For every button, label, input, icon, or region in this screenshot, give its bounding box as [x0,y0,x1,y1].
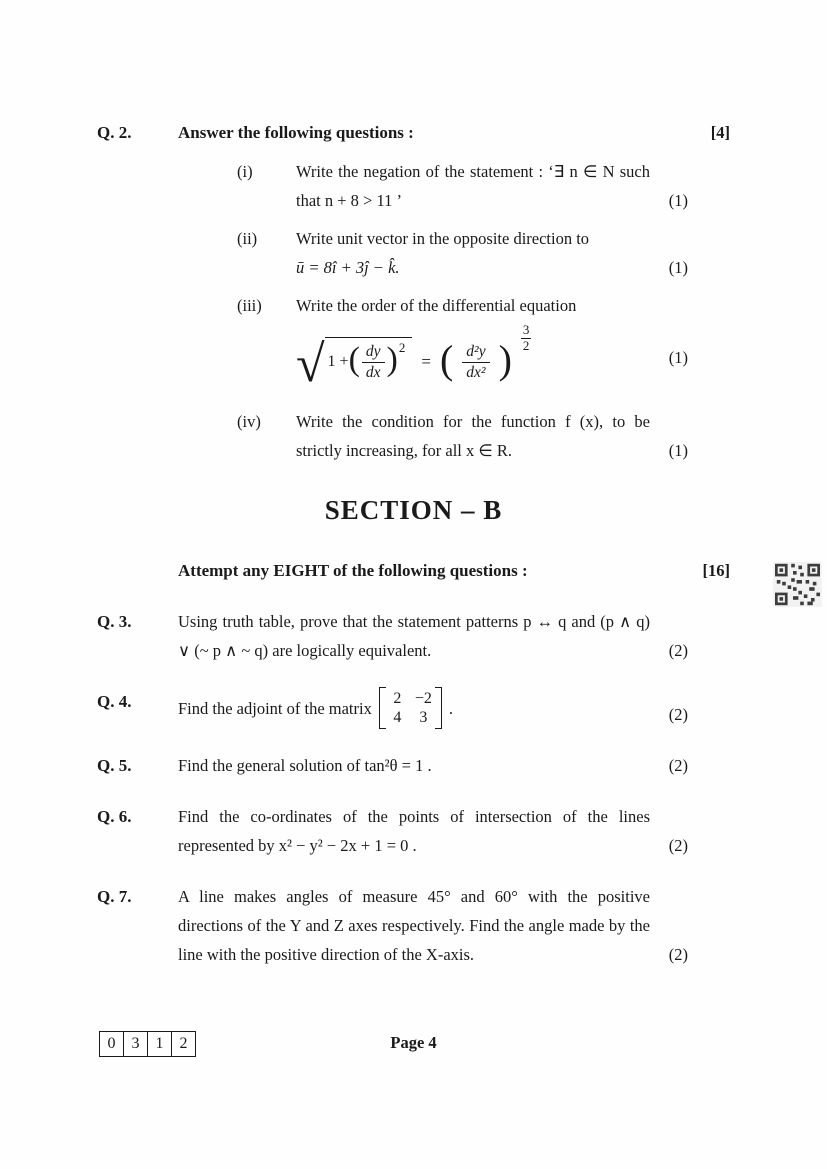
question-6-label: Q. 6. [97,807,132,826]
matrix-row [389,708,432,727]
question-6 [97,802,730,860]
question-7-label: Q. 7. [97,887,132,906]
question-6-text: Find the co-ordinates of the points of intersection of the lines represented by x² − y² − 2x + 1 = 0 . [178,807,650,855]
question-7-text: A line makes angles of measure 45° and 60° with the positive directions of the Y and Z axes respectively. Find the angle made by the line with the positive direction of the X-axis. [178,887,650,964]
question-4-text-after: . [448,698,453,718]
exponent-three-halves [521,323,532,354]
item-iii-label: (iii) [237,296,262,315]
fraction-numerator: dy [365,343,381,361]
question-2-label: Q. 2. [97,123,132,142]
item-iii-content [296,291,650,398]
question-5-marks: (2) [668,756,688,775]
question-2-item-i [237,157,730,215]
open-paren: ( [348,341,360,379]
question-4 [97,687,730,729]
attempt-marks: [16] [702,561,730,580]
attempt-instruction: Attempt any EIGHT of the following questions : [178,561,528,580]
code-digit: 2 [172,1031,196,1057]
matrix-row [389,689,432,708]
question-4-text-before: Find the adjoint of the matrix [178,698,372,718]
question-5 [97,751,730,780]
item-iii-text: Write the order of the differential equation [296,296,577,315]
question-2-marks: [4] [710,123,730,142]
question-4-marks: (2) [668,705,688,724]
item-ii-formula: ū = 8î + 3ĵ − k̂. [296,258,400,277]
item-ii-text [296,224,650,282]
one-plus: 1 + [327,353,349,371]
section-b-heading: SECTION – B [324,495,503,525]
qr-code-icon [773,562,822,607]
matrix-cell: 3 [419,709,428,726]
fraction-denominator: dx² [462,362,489,382]
item-i-text: Write the negation of the statement : ‘∃ n ∈ N such that n + 8 > 11 ’ [296,162,650,210]
code-digit: 0 [99,1031,124,1057]
question-3-label: Q. 3. [97,612,132,631]
item-iv-text: Write the condition for the function f (x), to be strictly increasing, for all x ∈ R. [296,412,650,460]
differential-equation-formula [296,321,650,394]
question-6-marks: (2) [668,836,688,855]
question-7 [97,882,730,969]
fraction-dy-dx [362,342,385,382]
fraction-numerator: d²y [466,343,486,361]
fraction-d2y-dx2 [462,342,489,382]
question-4-text [178,687,650,729]
matrix-cell: −2 [414,690,432,707]
exponent-numerator: 3 [522,321,530,337]
radicand [325,337,413,382]
matrix-cell: 4 [393,709,402,726]
attempt-label-spacer [97,556,178,585]
page-number: Page 4 [390,1033,437,1052]
close-paren: ) [386,341,398,379]
square-root [296,336,412,394]
radical-sign: √ [296,336,325,394]
question-4-line [178,687,453,729]
item-ii-text-before: Write unit vector in the opposite direction to [296,229,590,248]
item-ii-label: (ii) [237,229,258,248]
question-2-item-iii [237,291,730,398]
question-3 [97,607,730,665]
exponent-denominator: 2 [522,337,530,353]
question-3-text: Using truth table, prove that the statement patterns p ↔ q and (p ∧ q) ∨ (~ p ∧ ~ q) are logically equivalent. [178,612,650,660]
item-iii-marks: (1) [668,348,688,367]
fraction-denominator: dx [362,362,385,382]
attempt-instruction-row [97,556,730,585]
question-5-text: Find the general solution of tan²θ = 1 . [178,756,432,775]
question-2-header [97,118,730,147]
matrix-2x2 [379,687,442,729]
question-5-label: Q. 5. [97,756,132,775]
question-2-item-iv [237,407,730,465]
item-iv-marks: (1) [668,441,688,460]
question-2-item-ii [237,224,730,282]
matrix-cell: 2 [393,690,402,707]
exponent-2: 2 [398,340,406,356]
question-2-title: Answer the following questions : [178,123,414,142]
page-content [97,118,730,991]
code-digit: 3 [124,1031,148,1057]
question-4-label: Q. 4. [97,692,132,711]
close-paren-big: ) [498,337,512,382]
item-ii-marks: (1) [668,258,688,277]
equals-sign: = [421,352,431,371]
item-i-label: (i) [237,162,253,181]
question-7-marks: (2) [668,945,688,964]
open-paren-big: ( [439,337,454,382]
question-3-marks: (2) [668,641,688,660]
item-iv-label: (iv) [237,412,261,431]
item-i-marks: (1) [668,191,688,210]
code-digit: 1 [148,1031,172,1057]
